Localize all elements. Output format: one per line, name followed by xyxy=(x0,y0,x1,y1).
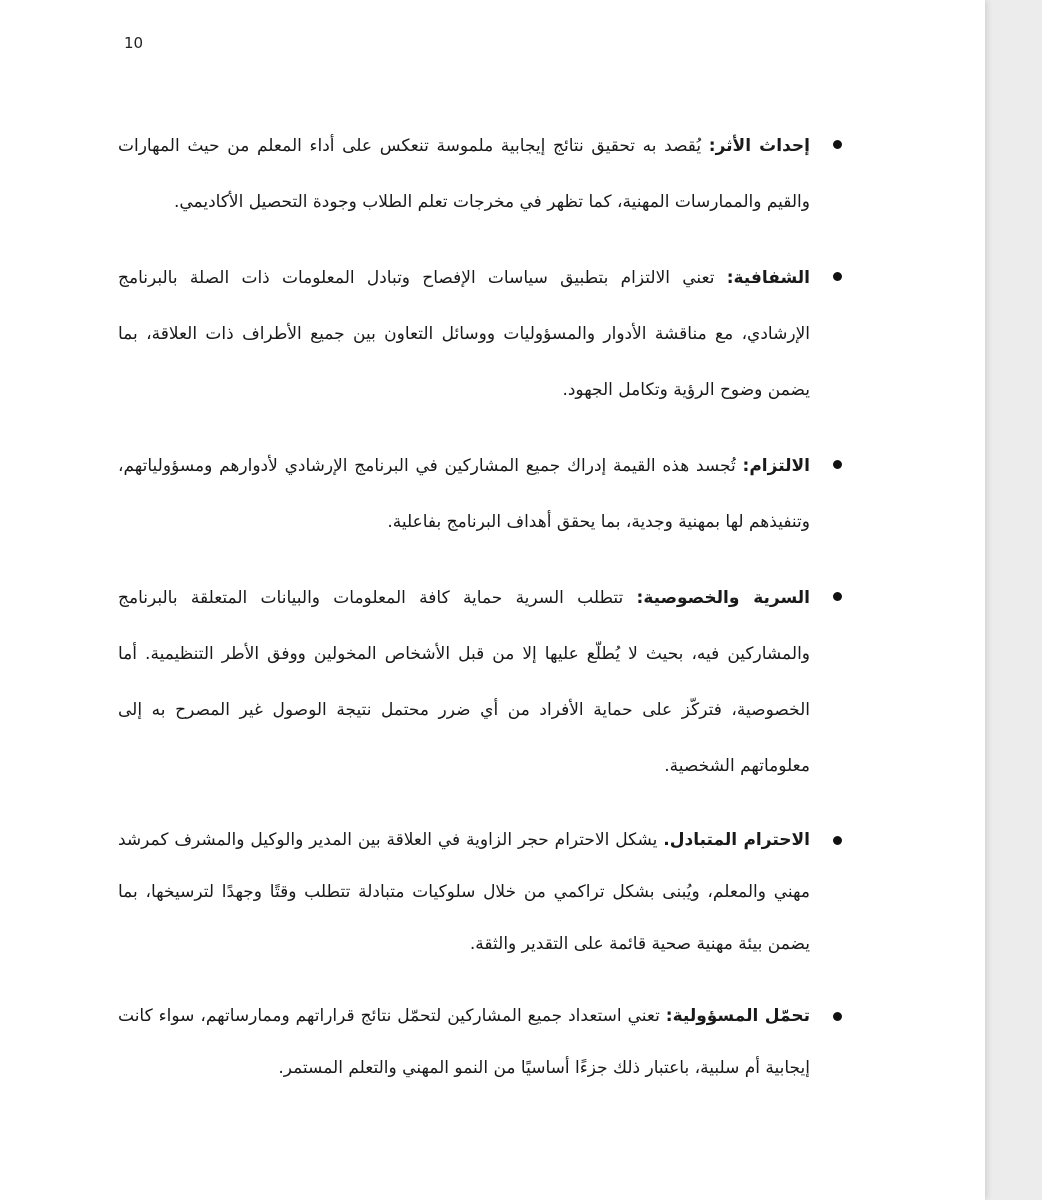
item-term: تحمّل المسؤولية: xyxy=(665,1006,810,1026)
item-text: يشكل الاحترام حجر الزاوية في العلاقة بين المدير والوكيل والمشرف كمرشد مهني والمعلم، ويُبنى بشكل تراكمي من خلال سلوكيات متبادلة تتطلب وقتًا وجهدًا لترسيخها، بما يضمن بيئة مهنية صحية قائمة على التقدير والثقة. xyxy=(118,830,810,954)
bullet-icon xyxy=(833,1012,842,1021)
bullet-icon xyxy=(833,460,842,469)
bullet-icon xyxy=(833,836,842,845)
values-list xyxy=(118,118,844,1114)
list-item-commitment xyxy=(118,438,844,550)
list-item-responsibility xyxy=(118,990,844,1094)
item-text: تُجسد هذه القيمة إدراك جميع المشاركين في البرنامج الإرشادي لأدوارهم ومسؤولياتهم، وتنفيذهم لها بمهنية وجدية، بما يحقق أهداف البرنامج بفاعلية. xyxy=(118,456,810,532)
page-number: 10 xyxy=(124,34,144,52)
item-text: يُقصد به تحقيق نتائج إيجابية ملموسة تنعكس على أداء المعلم من حيث المهارات والقيم والممارسات المهنية، كما تظهر في مخرجات تعلم الطلاب وجودة التحصيل الأكاديمي. xyxy=(118,136,810,212)
item-term: السرية والخصوصية: xyxy=(636,588,811,608)
item-text: تتطلب السرية حماية كافة المعلومات والبيانات المتعلقة بالبرنامج والمشاركين فيه، بحيث لا يُطلّع عليها إلا من قبل الأشخاص المخولين ووفق الأطر التنظيمية. أما الخصوصية، فتركّز على حماية الأفراد من أي ضرر محتمل نتيجة الوصول غير المصرح به إلى معلوماتهم الشخصية. xyxy=(118,588,810,776)
list-item-impact xyxy=(118,118,844,230)
list-item-mutual-respect xyxy=(118,814,844,970)
item-text: تعني الالتزام بتطبيق سياسات الإفصاح وتبادل المعلومات ذات الصلة بالبرنامج الإرشادي، مع مناقشة الأدوار والمسؤوليات ووسائل التعاون بين جميع الأطراف ذات العلاقة، بما يضمن وضوح الرؤية وتكامل الجهود. xyxy=(118,268,810,400)
item-term: إحداث الأثر: xyxy=(708,136,810,156)
item-term: الالتزام: xyxy=(742,456,810,476)
item-term: الاحترام المتبادل. xyxy=(663,830,810,850)
bullet-icon xyxy=(833,592,842,601)
item-term: الشفافية: xyxy=(726,268,810,288)
bullet-icon xyxy=(833,140,842,149)
list-item-transparency xyxy=(118,250,844,418)
list-item-confidentiality xyxy=(118,570,844,794)
bullet-icon xyxy=(833,272,842,281)
item-text: تعني استعداد جميع المشاركين لتحمّل نتائج قراراتهم وممارساتهم، سواء كانت إيجابية أم سلبية، باعتبار ذلك جزءًا أساسيًا من النمو المهني والتعلم المستمر. xyxy=(118,1006,810,1078)
